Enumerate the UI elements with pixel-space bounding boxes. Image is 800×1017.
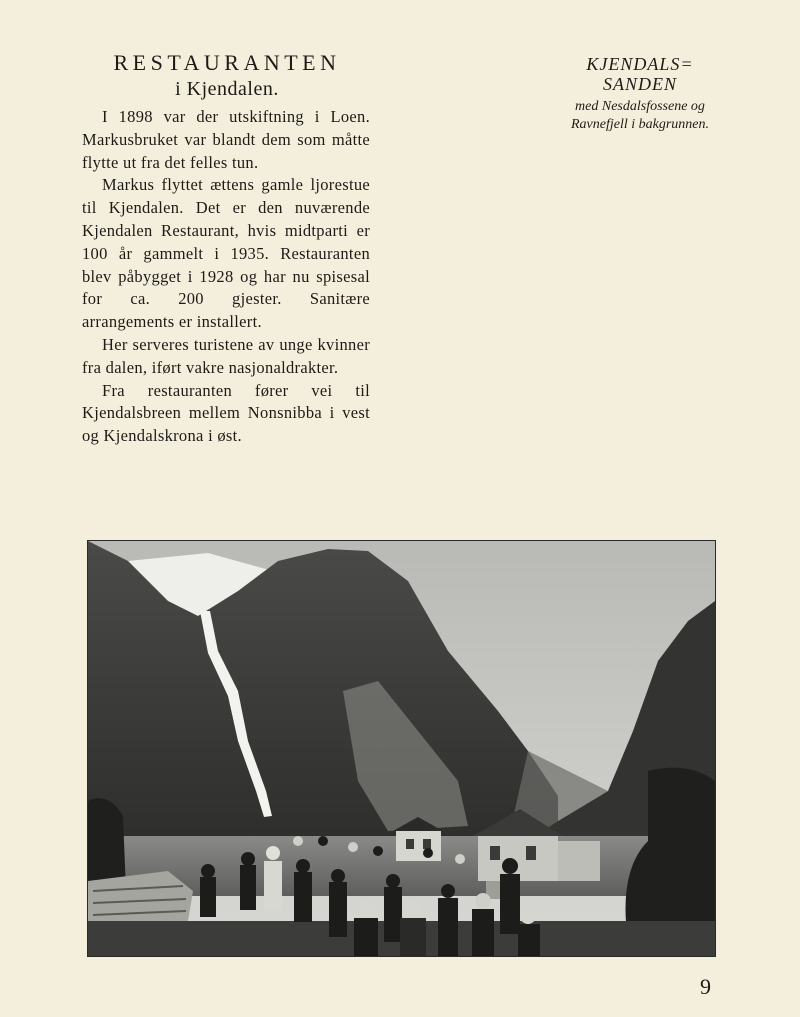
photo-caption [540,54,740,134]
caption-title-line-2: SANDEN [602,74,677,94]
paragraph-4: Fra restauranten fører vei til Kjendalsbreen mellem Nonsnibba i vest og Kjendalskrona i øst. [82,380,370,446]
photo-illustration [88,541,715,956]
caption-subtitle-line-1: med Nesdalsfossene og [575,99,705,114]
article-subtitle: i Kjendalen. [175,78,279,100]
caption-subtitle-line-2: Ravnefjell i bakgrunnen. [570,117,710,132]
article-heading [82,50,372,102]
paragraph-3: Her serveres turistene av unge kvinner fra dalen, iført vakre nasjonaldrakter. [82,334,370,377]
landscape-photo [87,540,716,957]
caption-subtitle [540,98,740,134]
paragraph-1: I 1898 var der utskiftning i Loen. Markusbruket var blandt dem som måtte flytte ut fra det felles tun. [82,107,370,172]
page-number: 9 [700,974,711,999]
article-title: RESTAURANTEN [113,50,341,75]
caption-title-line-1: KJENDALS= [586,54,694,74]
article-body [82,106,370,448]
paragraph-2: Markus flyttet ættens gamle ljorestue til Kjendalen. Det er den nuværende Kjendalen Restaurant, hvis midtparti er 100 år gammelt i 1935. Restauranten blev påbygget i 1928 og har nu spisesal for ca. 200 gjester. Sanitære arrangements er installert. [82,175,370,332]
